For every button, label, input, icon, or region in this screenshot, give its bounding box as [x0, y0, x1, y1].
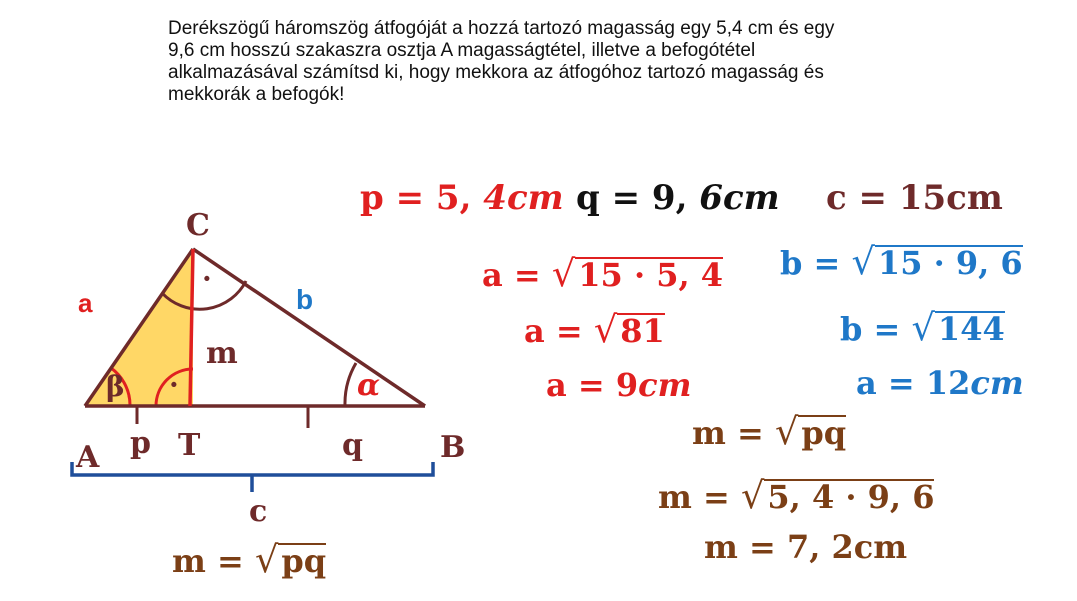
b-calc-line3	[856, 364, 1024, 402]
a-calc-line2-lhs: a =	[524, 312, 594, 350]
a-calc-line3	[546, 366, 691, 404]
problem-text: Derékszögű háromszög átfogóját a hozzá tartozó magasság egy 5,4 cm és egy 9,6 cm hosszú szakaszra osztja A magasságtétel, illetve a befogótétel alkalmazásával számítsd ki, hogy mekkora az átfogóhoz tartozó magasság és mekkorák a befogók!	[168, 18, 835, 105]
sqrt-symbol: √	[911, 306, 935, 349]
label-dot-t: ·	[169, 368, 179, 401]
a-calc-line3-lhs: a = 9	[546, 366, 639, 404]
b-calc-line2-lhs: b =	[840, 310, 912, 348]
label-a-vertex: A	[76, 440, 100, 475]
m-calc-line1	[692, 410, 846, 453]
label-b-vertex: B	[440, 430, 466, 465]
side-b	[193, 249, 425, 406]
b-calc-line1-rad: 15 · 9, 6	[875, 245, 1023, 281]
label-c-side: c	[249, 494, 268, 529]
label-c-vertex: C	[186, 208, 210, 243]
label-t: T	[178, 428, 201, 463]
a-calc-line2	[524, 308, 665, 351]
b-calc-line3-unit: cm	[970, 364, 1024, 402]
a-calc-line2-rad: 81	[617, 313, 665, 349]
given-q-unit: 6cm	[699, 178, 780, 218]
label-b-side: b	[296, 284, 314, 315]
m-calc-line1-lhs: m =	[692, 414, 775, 452]
m-calc-line2-rad: 5, 4 · 9, 6	[764, 479, 934, 515]
b-calc-line3-lhs: a = 12	[856, 364, 971, 402]
sqrt-symbol: √	[551, 252, 576, 295]
b-calc-line2	[840, 306, 1005, 349]
label-dot-c: ·	[202, 262, 212, 295]
given-q	[576, 178, 780, 218]
label-m: m	[206, 336, 238, 371]
a-calc-line3-unit: cm	[638, 366, 692, 404]
brace-c	[72, 462, 433, 492]
given-q-lhs: q = 9,	[576, 178, 700, 218]
bottom-formula	[172, 538, 326, 581]
given-p-lhs: p = 5,	[360, 178, 484, 218]
m-calc-line2-lhs: m =	[658, 478, 741, 516]
sqrt-symbol: √	[593, 308, 618, 351]
angle-arc-alpha	[345, 363, 356, 406]
given-c: c = 15cm	[826, 178, 1003, 218]
label-alpha: α	[357, 368, 381, 403]
bottom-formula-lhs: m =	[172, 542, 255, 580]
bottom-formula-rad: pq	[278, 543, 326, 579]
m-calc-line3: m = 7, 2cm	[704, 528, 908, 566]
given-p	[360, 178, 564, 218]
label-q: q	[342, 428, 363, 463]
m-calc-line2	[658, 474, 934, 517]
a-calc-line1-lhs: a =	[482, 256, 552, 294]
m-calc-line1-rad: pq	[798, 415, 846, 451]
a-calc-line1	[482, 252, 723, 295]
sqrt-symbol: √	[254, 538, 279, 581]
sqrt-symbol: √	[851, 240, 875, 283]
a-calc-line1-rad: 15 · 5, 4	[575, 257, 723, 293]
label-p: p	[130, 426, 151, 461]
given-p-unit: 4cm	[483, 178, 564, 218]
sqrt-symbol: √	[740, 474, 765, 517]
b-calc-line1	[780, 240, 1023, 283]
b-calc-line2-rad: 144	[935, 311, 1005, 347]
sqrt-symbol: √	[774, 410, 799, 453]
label-a-side: a	[78, 288, 93, 318]
label-beta: β	[106, 370, 125, 403]
b-calc-line1-lhs: b =	[780, 244, 852, 282]
